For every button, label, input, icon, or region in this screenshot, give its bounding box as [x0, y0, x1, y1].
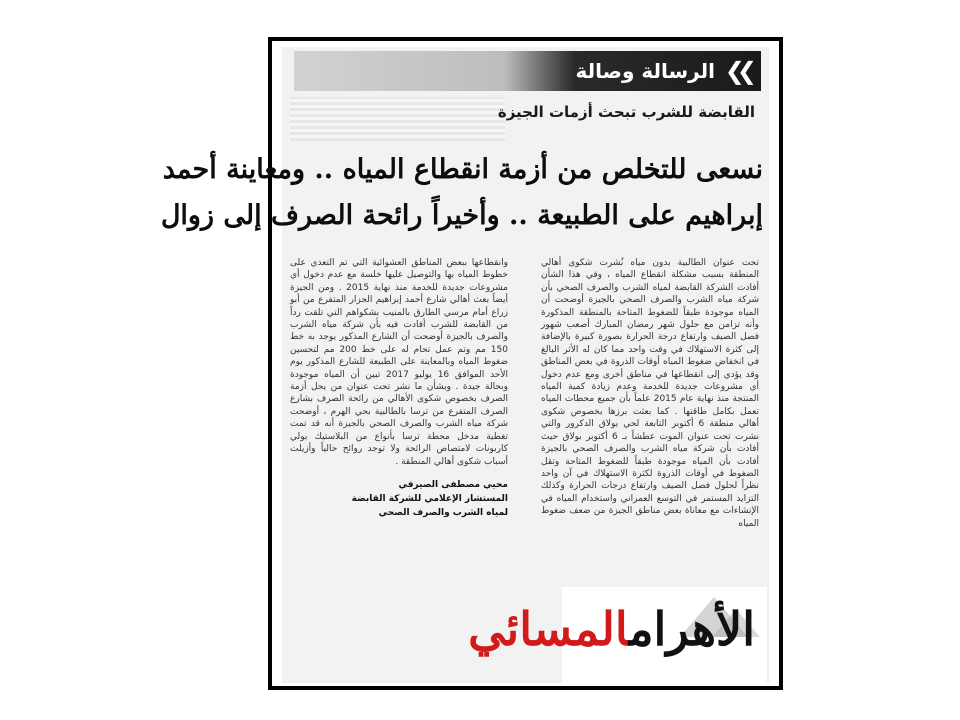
- headline-line-2: إبراهيم على الطبيعة .. وأخيراً رائحة الصرف إلى زوال: [160, 200, 763, 231]
- bleed-through-text: [290, 97, 505, 141]
- signature-block: [290, 478, 508, 520]
- section-title: الرسالة وصالة: [575, 59, 715, 83]
- column-text: تحت عنوان الطالبية بدون مياه نُشرت شكوى أهالي المنطقة بسبب مشكلة انقطاع المياه ، وفي هذا الشأن أفادت الشركة القابضة لمياه الشرب والصرف الصحي بأن شركة مياه الشرب والصرف الصحي بالجيزة أوضحت أن المياه موجودة طبقاً للضغوط المتاحة بالمنطقة المذكورة وأنه تزامن مع حلول شهر رمضان المبارك أصعب شهور فصل الصيف وارتفاع درجة الحرارة بصورة كبيرة بالإضافة إلى كثرة الاستهلاك في وقت واحد مما كان له الأثر البالغ في انخفاض ضغوط المياه أوقات الذروة في بعض المناطق وقد يؤدي إلى انقطاعها في مناطق أخرى ومع عدم دخول أي مشروعات جديدة للخدمة وعدم زيادة كمية المياه المنتجة منذ نهاية عام 2015 علماً بأن جميع محطات المياه تعمل بكامل طاقتها . كما بعثت برزها بخصوص شكوى أهالي منطقة 6 أكتوبر التابعة لحي بولاق الدكرور والتي نشرت تحت عنوان الموت عطشاً بـ 6 أكتوبر بولاق حيث أفادت بأن شركة مياه الشرب والصرف الصحي بالجيزة أفادت بأن المياه موجودة طبقاً للضغوط المتاحة وتقل الضغوط في أوقات الذروة لكثرة الاستهلاك في آن واحد نظراً لحلول فصل الصيف وارتفاع درجات الحرارة وكذلك التزايد المستمر في التوسع العمراني واستخدام المياه في الإنشاءات مع معاناة بعض مناطق الجيزة من ضعف ضغوط المياه: [541, 258, 759, 529]
- article-body: [290, 257, 759, 587]
- signature-org: لمياه الشرب والصرف الصحي: [378, 507, 508, 518]
- newspaper-clipping: [160, 47, 769, 683]
- article-column-left: [290, 257, 508, 520]
- column-text: وانقطاعها ببعض المناطق العشوائية التي تم التعدي على خطوط المياه بها والتوصيل عليها خلسة مع عدم دخول أي مشروعات جديدة للخدمة منذ نهاية 2015 . ومن الجيزة أيضاً بعث أهالي شارع أحمد إبراهيم الجزار المتفرع من أبو زراع أمام مرسي الطارق بالمنيب بشكواهم التي تلقت رداً من القابضة للشرب أفادت فيه بأن شركة مياه الشرب والصرف بالجيزة أوضحت أن الشارع المذكور يوجد به خط 150 مم وتم عمل تحام له على خط 200 مم لتحسين ضغوط المياه وبالمعاينة على الطبيعة للشارع المذكور يوم الأحد الموافق 16 يوليو 2017 تبين أن المياه موجودة وبحالة جيدة . وبشأن ما نشر تحت عنوان من يحل أزمة الصرف بخصوص شكوى الأهالي من رائحة الصرف بشارع الصرف المتفرع من ترسا بالطالبية بحي الهرم ، أوضحت شركة مياه الشرب والصرف الصحي بالجيزة أنه قد تمت تغطية مدخل محطة ترسا بأنواع من البلاستيك بولي كاربونات لامتصاص الرائحة ولا توجد روائح حالياً وأزيلت أسباب شكوى أهالي المنطقة .: [290, 258, 508, 467]
- logo-part-2: المسائي: [468, 602, 629, 656]
- kicker-title: القابضة للشرب تبحث أزمات الجيزة: [497, 103, 755, 121]
- signature-name: محيي مصطفى الصيرفي: [398, 479, 508, 490]
- double-chevron-left-icon: ❮❮: [724, 57, 749, 85]
- newspaper-logo: [468, 587, 767, 683]
- signature-title: المستشار الإعلامي للشركة القابضة: [351, 493, 508, 504]
- clipping-frame: [160, 37, 783, 690]
- headline: [160, 147, 763, 239]
- logo-wordmark: [468, 589, 755, 669]
- article-column-right: [541, 257, 759, 530]
- logo-part-1: الأهرام: [628, 602, 755, 656]
- section-banner: [294, 51, 761, 91]
- headline-line-1: نسعى للتخلص من أزمة انقطاع المياه .. ومعاينة أحمد: [162, 154, 763, 185]
